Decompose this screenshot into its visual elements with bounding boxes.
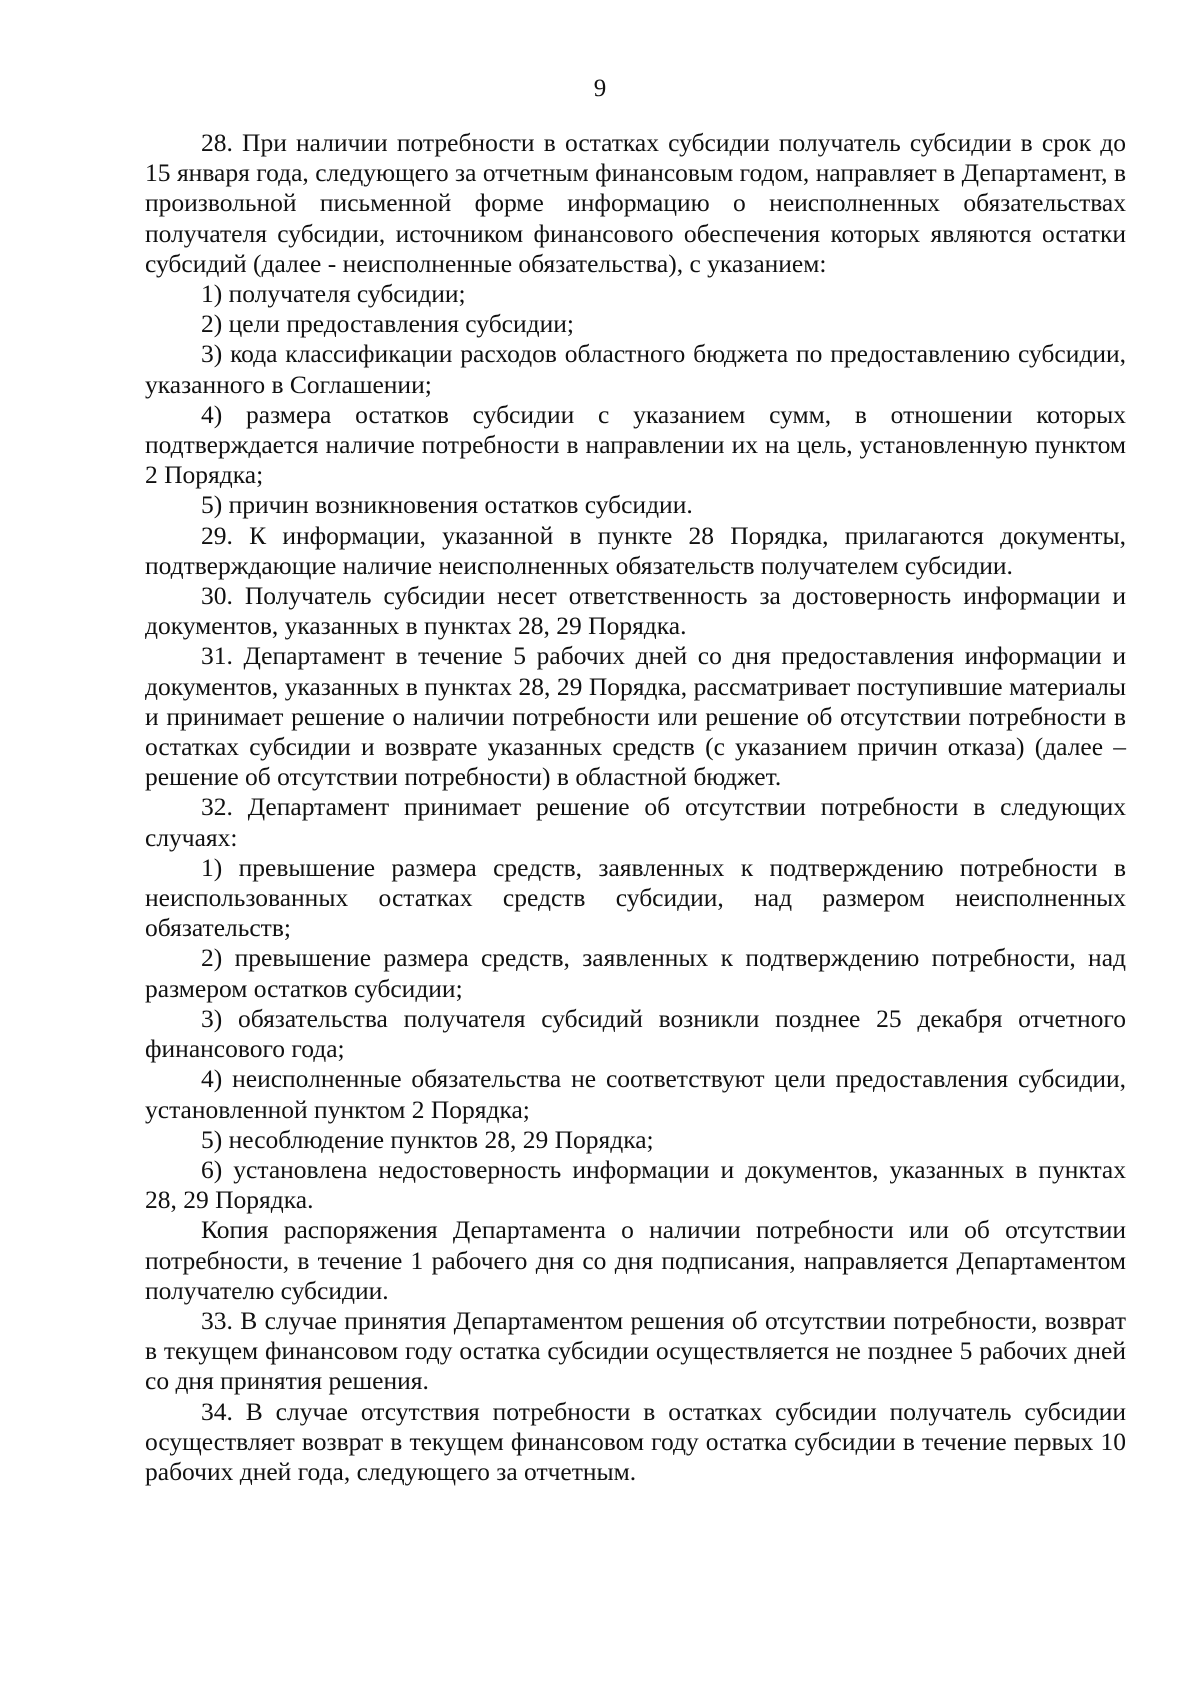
paragraph-33: 33. В случае принятия Департаментом решения об отсутствии потребности, возврат в текущем финансовом году остатка субсидии осуществляется не позднее 5 рабочих дней со дня принятия решения. <box>145 1305 1126 1396</box>
page-number: 9 <box>593 75 607 102</box>
document-body <box>145 128 1126 1487</box>
paragraph-31: 31. Департамент в течение 5 рабочих дней со дня предоставления информации и документов, указанных в пунктах 28, 29 Порядка, рассматривает поступившие материалы и принимает решение о наличии потребности или решение об отсутствии потребности в остатках субсидии и возврате указанных средств (с указанием причин отказа) (далее – решение об отсутствии потребности) в областной бюджет. <box>145 641 1126 792</box>
list-item-28-1: 1) получателя субсидии; <box>201 279 466 309</box>
paragraph-34: 34. В случае отсутствия потребности в остатках субсидии получатель субсидии осуществляет возврат в текущем финансовом году остатка субсидии в течение первых 10 рабочих дней года, следующего за отчетным. <box>145 1396 1126 1486</box>
paragraph-copy-order: Копия распоряжения Департамента о наличии потребности или об отсутствии потребности, в течение 1 рабочего дня со дня подписания, направляется Департаментом получателю субсидии. <box>145 1215 1126 1305</box>
list-item-32-3: 3) обязательства получателя субсидий возникли позднее 25 декабря отчетного финансового года; <box>145 1003 1126 1064</box>
list-item-28-3: 3) кода классификации расходов областного бюджета по предоставлению субсидии, указанного в Соглашении; <box>145 339 1126 399</box>
list-item-32-5: 5) несоблюдение пунктов 28, 29 Порядка; <box>201 1124 654 1154</box>
paragraph-32: 32. Департамент принимает решение об отсутствии потребности в следующих случаях: <box>145 792 1126 852</box>
list-item-28-4: 4) размера остатков субсидии с указанием сумм, в отношении которых подтверждается наличие потребности в направлении их на цель, установленную пунктом 2 Порядка; <box>145 399 1126 490</box>
list-item-32-6: 6) установлена недостоверность информации и документов, указанных в пунктах 28, 29 Порядка. <box>145 1154 1126 1215</box>
list-item-28-2: 2) цели предоставления субсидии; <box>201 309 574 339</box>
list-item-28-5: 5) причин возникновения остатков субсидии. <box>201 490 693 520</box>
paragraph-29: 29. К информации, указанной в пункте 28 Порядка, прилагаются документы, подтверждающие наличие неисполненных обязательств получателем субсидии. <box>145 520 1126 580</box>
list-item-32-1: 1) превышение размера средств, заявленных к подтверждению потребности в неиспользованных остатках средств субсидии, над размером неисполненных обязательств; <box>145 852 1126 943</box>
list-item-32-4: 4) неисполненные обязательства не соответствуют цели предоставления субсидии, установленной пунктом 2 Порядка; <box>145 1064 1126 1124</box>
paragraph-30: 30. Получатель субсидии несет ответственность за достоверность информации и документов, указанных в пунктах 28, 29 Порядка. <box>145 581 1126 641</box>
paragraph-28: 28. При наличии потребности в остатках субсидии получатель субсидии в срок до 15 января года, следующего за отчетным финансовым годом, направляет в Департамент, в произвольной письменной форме информацию о неисполненных обязательствах получателя субсидии, источником финансового обеспечения которых являются остатки субсидий (далее - неисполненные обязательства), с указанием: <box>145 128 1126 278</box>
list-item-32-2: 2) превышение размера средств, заявленных к подтверждению потребности, над размером остатков субсидии; <box>145 943 1126 1003</box>
